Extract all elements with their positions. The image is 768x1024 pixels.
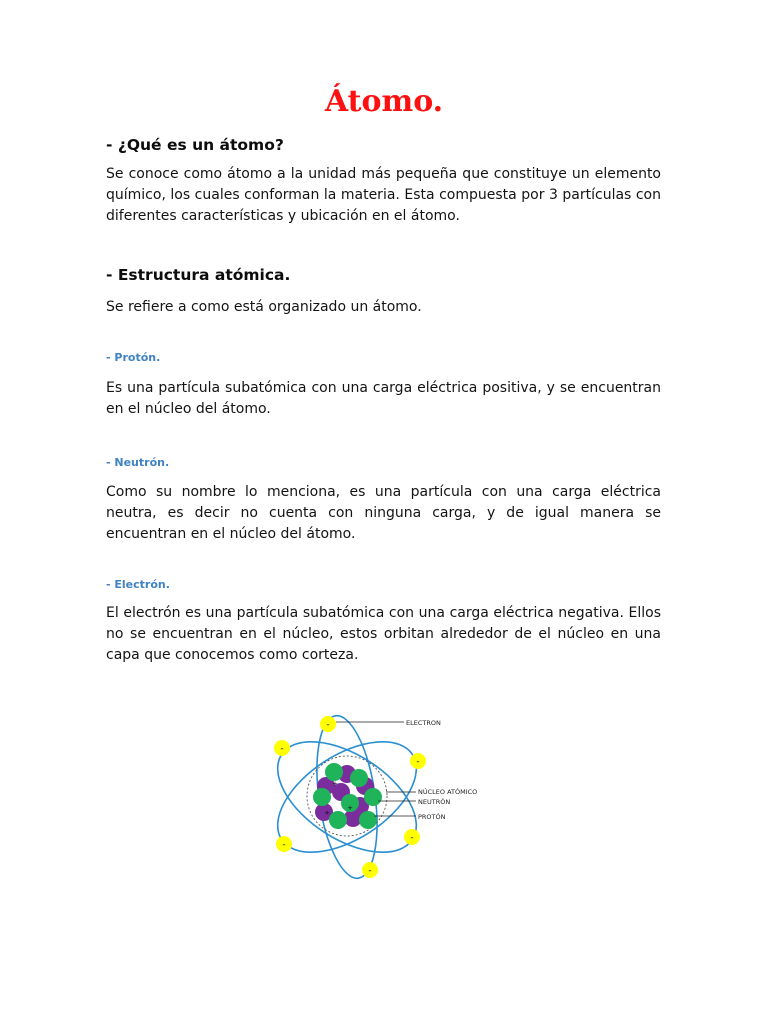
neutron-particle (313, 788, 331, 806)
section-heading-que-es: - ¿Qué es un átomo? (106, 136, 284, 154)
neutron-particle (350, 769, 368, 787)
proton-sign: + (332, 780, 338, 788)
paragraph-estructura: Se refiere a como está organizado un átomo. (106, 299, 422, 315)
neutron-particle (359, 811, 377, 829)
label-nucleus: NÚCLEO ATÓMICO (418, 788, 478, 796)
section-heading-estructura: - Estructura atómica. (106, 266, 291, 284)
electron-sign: - (410, 833, 414, 843)
electron-sign: - (368, 866, 372, 876)
electron-sign: - (326, 720, 330, 730)
neutron-particle (364, 788, 382, 806)
electron-sign: - (416, 757, 420, 767)
neutron-particle (325, 763, 343, 781)
proton-sign: + (347, 804, 353, 812)
label-neutron: NEUTRÓN (418, 798, 451, 806)
subheading-electron: - Electrón. (106, 578, 170, 591)
subheading-neutron: - Neutrón. (106, 456, 170, 469)
atom-diagram (262, 700, 522, 890)
paragraph-que-es: Se conoce como átomo a la unidad más pequeña que constituye un elemento químico, los cuales conforman la materia. Esta compuesta por 3 partículas con diferentes características y ubicación en el átomo. (106, 166, 661, 224)
paragraph-neutron: Como su nombre lo menciona, es una partícula con una carga eléctrica neutra, es decir no cuenta con ninguna carga, y de igual manera se encuentran en el núcleo del átomo. (106, 484, 661, 542)
proton-sign: + (324, 809, 330, 817)
paragraph-proton: Es una partícula subatómica con una carga eléctrica positiva, y se encuentran en el núcleo del átomo. (106, 380, 661, 417)
label-proton: PROTÓN (418, 813, 446, 821)
neutron-particle (329, 811, 347, 829)
page-title: Átomo. (324, 84, 444, 119)
paragraph-electron: El electrón es una partícula subatómica con una carga eléctrica negativa. Ellos no se encuentran en el núcleo, estos orbitan alrededor de el núcleo en una capa que conocemos como corteza. (106, 605, 661, 663)
label-electron: ELECTRON (406, 719, 441, 727)
electron-sign: - (280, 744, 284, 754)
electron-sign: - (282, 840, 286, 850)
subheading-proton: - Protón. (106, 351, 161, 364)
